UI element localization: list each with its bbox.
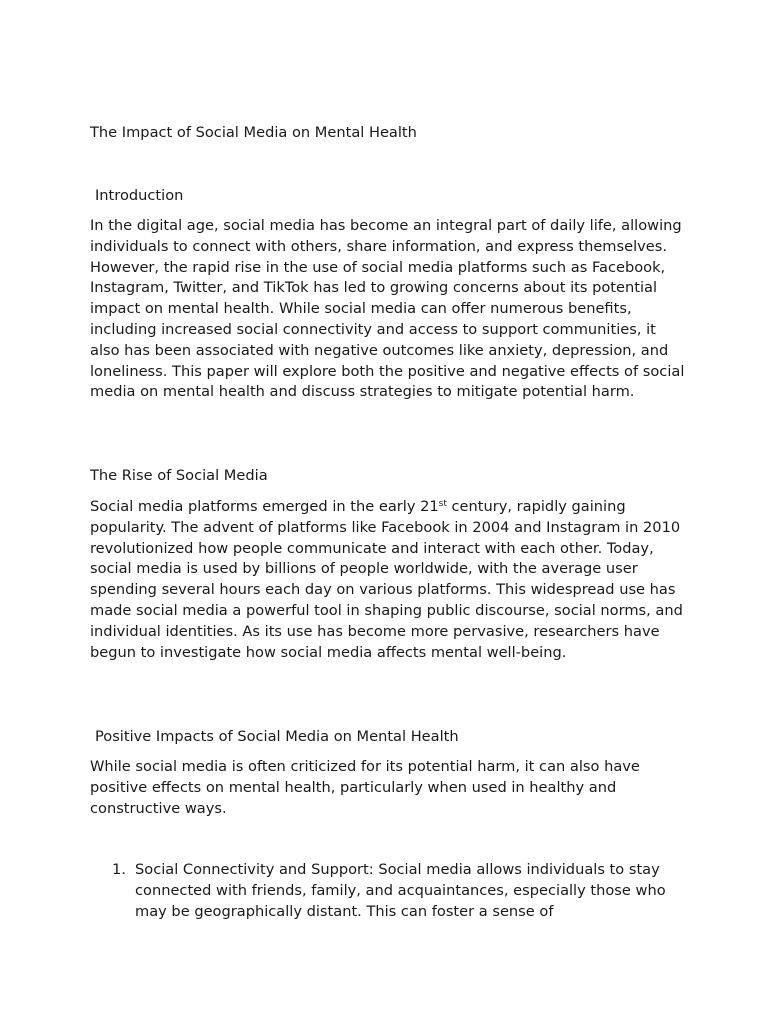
list-item-text: Social Connectivity and Support: Social media allows individuals to stay connected with friends, family, and acquaintances, especially those who may be geographically distant. This can foster a sense of <box>135 861 666 920</box>
list-item-number: 1. <box>112 861 126 878</box>
document-title: The Impact of Social Media on Mental Health <box>90 124 417 141</box>
paragraph-text-rest: century, rapidly gaining popularity. The advent of platforms like Facebook in 2004 and Instagram in 2010 revolutionized how people communicate and interact with each other. Today, social media is used by billions of people worldwide, with the average user spending several hours each day on various platforms. This widespread use has made social media a powerful tool in shaping public discourse, social norms, and individual identities. As its use has become more pervasive, researchers have begun to investigate how social media affects mental well-being. <box>90 498 683 661</box>
rise-of-social-media-paragraph <box>90 497 685 663</box>
positive-impacts-list <box>112 860 685 922</box>
section-heading-positive-impacts: Positive Impacts of Social Media on Mental Health <box>95 728 459 745</box>
ordinal-superscript: st <box>438 499 447 509</box>
positive-impacts-paragraph: While social media is often criticized for its potential harm, it can also have positive effects on mental health, particularly when used in healthy and constructive ways. <box>90 758 640 817</box>
section-heading-rise-of-social-media: The Rise of Social Media <box>90 467 268 484</box>
list-item <box>112 860 685 922</box>
section-heading-introduction: Introduction <box>95 187 184 204</box>
paragraph-text-start: Social media platforms emerged in the early 21 <box>90 498 439 515</box>
introduction-paragraph: In the digital age, social media has become an integral part of daily life, allowing individuals to connect with others, share information, and express themselves. However, the rapid rise in the use of social media platforms such as Facebook, Instagram, Twitter, and TikTok has led to growing concerns about its potential impact on mental health. While social media can offer numerous benefits, including increased social connectivity and access to support communities, it also has been associated with negative outcomes like anxiety, depression, and loneliness. This paper will explore both the positive and negative effects of social media on mental health and discuss strategies to mitigate potential harm. <box>90 217 685 401</box>
